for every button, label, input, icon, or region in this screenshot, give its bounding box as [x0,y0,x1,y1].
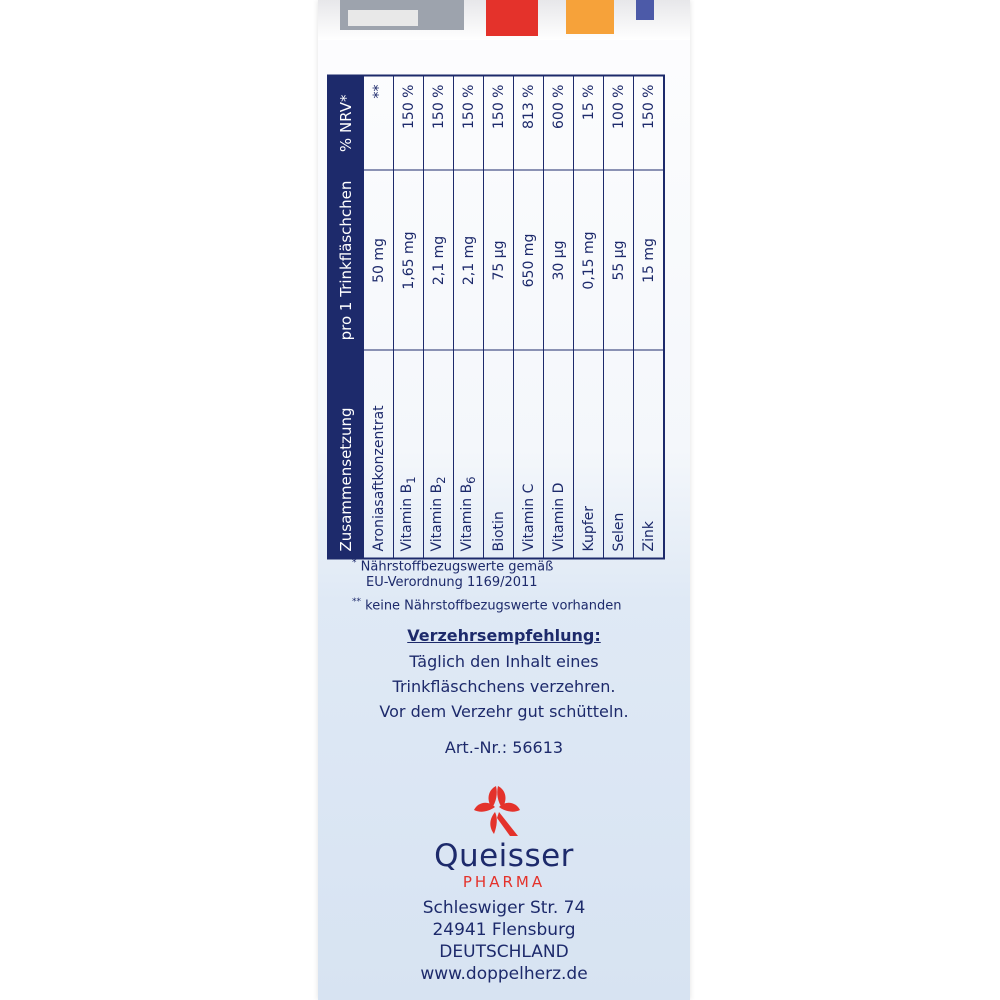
row-name-cell [364,350,394,558]
row-name: Biotin [490,510,507,551]
row-name-subscript: 1 [403,475,418,484]
address-city: 24941 Flensburg [432,920,576,940]
row-name: Aroniasaftkonzentrat [370,404,387,551]
article-number: Art.-Nr.: 56613 [444,738,564,757]
row-name-cell [394,350,424,558]
box-top-flap [318,0,690,40]
row-name: Kupfer [580,505,597,551]
table-row [634,75,665,558]
row-name: Vitamin C [520,483,537,551]
footnote-1-mark: * [352,558,357,568]
table-row [424,75,454,558]
table-row [514,75,544,558]
row-nrv: 150 % [394,75,424,170]
row-nrv: 15 % [574,75,604,170]
address-street: Schleswiger Str. 74 [422,898,586,918]
nutrition-table [327,74,665,559]
row-name-cell [484,350,514,558]
row-nrv: 150 % [454,75,484,170]
row-name-cell [424,350,454,558]
row-name-cell [454,350,484,558]
packaging-orange-strip [566,0,614,34]
row-amount: 15 mg [634,170,665,350]
row-name: Selen [610,512,627,551]
row-name: Vitamin B [399,483,416,551]
row-amount: 50 mg [364,170,394,350]
packaging-image-inner [348,10,418,26]
row-name: Vitamin B [459,483,476,551]
table-row [454,75,484,558]
address-country: DEUTSCHLAND [439,942,569,962]
usage-line-2: Trinkfläschchens verzehren. [392,677,616,696]
footnote-2-text: keine Nährstoffbezugswerte vorhanden [365,598,622,614]
row-name-cell [634,350,665,558]
header-nrv: % NRV* [328,75,364,170]
table-row [394,75,424,558]
table-row [544,75,574,558]
row-nrv: 813 % [514,75,544,170]
row-name: Vitamin D [550,482,567,551]
usage-title: Verzehrsempfehlung: [407,626,601,645]
row-nrv: 150 % [484,75,514,170]
row-nrv: 100 % [604,75,634,170]
row-amount: 30 µg [544,170,574,350]
row-amount: 2,1 mg [454,170,484,350]
row-name-subscript: 6 [463,475,478,484]
usage-line-3: Vor dem Verzehr gut schütteln. [379,702,629,721]
row-name-cell [544,350,574,558]
row-nrv: ** [364,75,394,170]
brand-subtitle: PHARMA [462,873,546,891]
brand-name: Queisser [434,838,574,874]
row-name: Vitamin B [429,483,446,551]
nutrition-table-container [337,75,657,558]
packaging-blue-strip [636,0,654,20]
footnote-1-cont: EU-Verordnung 1169/2011 [366,575,538,590]
row-nrv: 150 % [634,75,665,170]
footnote-2 [352,597,621,613]
row-amount: 2,1 mg [424,170,454,350]
nutrition-table-body [364,75,665,558]
usage-line-1: Täglich den Inhalt eines [409,652,599,671]
queisser-leaf-logo-icon [466,780,528,842]
address-website: www.doppelherz.de [420,964,588,984]
table-row [574,75,604,558]
table-row [484,75,514,558]
row-amount: 0,15 mg [574,170,604,350]
footnote-2-mark: ** [352,597,361,607]
row-amount: 650 mg [514,170,544,350]
header-composition: Zusammensetzung [328,350,364,558]
row-name-cell [604,350,634,558]
row-nrv: 600 % [544,75,574,170]
row-name-cell [574,350,604,558]
footnote-1 [352,558,553,574]
table-header-row [328,75,364,558]
packaging-red-strip [486,0,538,36]
table-row [604,75,634,558]
table-row [364,75,394,558]
row-amount: 75 µg [484,170,514,350]
row-name-cell [514,350,544,558]
header-per-bottle: pro 1 Trinkfläschchen [328,170,364,350]
row-name-subscript: 2 [433,475,448,484]
row-nrv: 150 % [424,75,454,170]
row-amount: 55 µg [604,170,634,350]
row-amount: 1,65 mg [394,170,424,350]
footnote-1-line1: Nährstoffbezugswerte gemäß [360,559,554,575]
row-name: Zink [640,520,657,551]
